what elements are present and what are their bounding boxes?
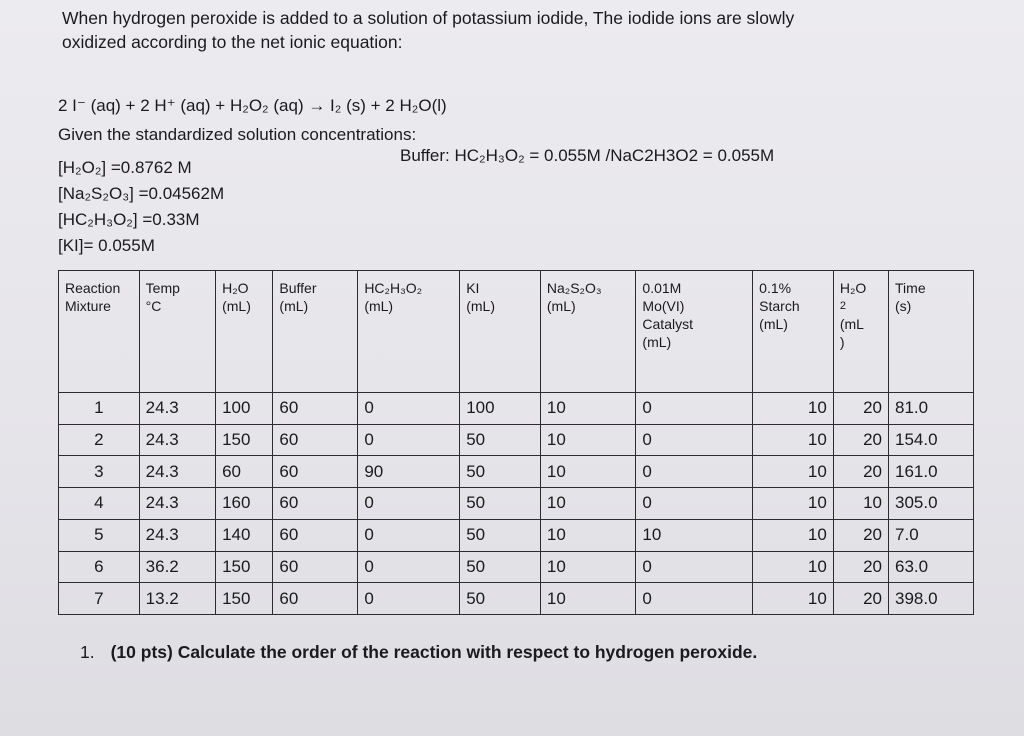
table-row — [59, 456, 974, 488]
header-ki: KI (mL) — [460, 271, 541, 393]
cell-ki: 100 — [460, 393, 541, 425]
cell-ki: 50 — [460, 488, 541, 520]
cell-acetic-acid: 0 — [358, 583, 460, 615]
cell-water-2: 20 — [833, 424, 888, 456]
header-acetic-acid: HC₂H₃O₂ (mL) — [358, 271, 460, 393]
cell-water-2: 20 — [833, 393, 888, 425]
header-temp: Temp °C — [139, 271, 215, 393]
concentration-ki: [KI]= 0.055M — [58, 236, 155, 255]
table-header-row — [59, 271, 974, 393]
intro-line-2: oxidized according to the net ionic equation: — [62, 32, 403, 52]
header-catalyst: 0.01M Mo(VI) Catalyst (mL) — [636, 271, 753, 393]
cell-time: 81.0 — [889, 393, 974, 425]
cell-ki: 50 — [460, 424, 541, 456]
header-water-2: H₂O 2 (mL ) — [833, 271, 888, 393]
cell-starch: 10 — [753, 424, 834, 456]
concentration-acetic-acid: [HC₂H₃O₂] =0.33M — [58, 210, 200, 229]
cell-buffer: 60 — [273, 456, 358, 488]
cell-thiosulfate: 10 — [540, 393, 636, 425]
cell-time: 398.0 — [889, 583, 974, 615]
cell-acetic-acid: 0 — [358, 488, 460, 520]
cell-ki: 50 — [460, 519, 541, 551]
cell-mixture: 3 — [59, 456, 140, 488]
cell-catalyst: 0 — [636, 488, 753, 520]
cell-mixture: 6 — [59, 551, 140, 583]
cell-water: 150 — [216, 583, 273, 615]
cell-temp: 13.2 — [139, 583, 215, 615]
cell-ki: 50 — [460, 583, 541, 615]
cell-water: 100 — [216, 393, 273, 425]
table-row — [59, 583, 974, 615]
cell-catalyst: 10 — [636, 519, 753, 551]
cell-water-2: 10 — [833, 488, 888, 520]
cell-mixture: 7 — [59, 583, 140, 615]
cell-buffer: 60 — [273, 519, 358, 551]
cell-buffer: 60 — [273, 424, 358, 456]
net-ionic-equation: 2 I⁻ (aq) + 2 H⁺ (aq) + H₂O₂ (aq) → I₂ (s) + 2 H₂O(l) — [58, 96, 447, 115]
header-buffer: Buffer (mL) — [273, 271, 358, 393]
cell-water: 150 — [216, 551, 273, 583]
cell-ki: 50 — [460, 456, 541, 488]
cell-time: 305.0 — [889, 488, 974, 520]
cell-ki: 50 — [460, 551, 541, 583]
cell-acetic-acid: 0 — [358, 424, 460, 456]
cell-temp: 24.3 — [139, 393, 215, 425]
cell-buffer: 60 — [273, 393, 358, 425]
cell-catalyst: 0 — [636, 551, 753, 583]
table-row — [59, 551, 974, 583]
cell-starch: 10 — [753, 393, 834, 425]
cell-thiosulfate: 10 — [540, 488, 636, 520]
table-body — [59, 393, 974, 615]
cell-buffer: 60 — [273, 583, 358, 615]
question-number: 1. — [80, 642, 95, 662]
cell-thiosulfate: 10 — [540, 551, 636, 583]
cell-thiosulfate: 10 — [540, 424, 636, 456]
header-thiosulfate: Na₂S₂O₃ (mL) — [540, 271, 636, 393]
cell-water-2: 20 — [833, 583, 888, 615]
cell-temp: 24.3 — [139, 488, 215, 520]
concentration-na2s2o3: [Na₂S₂O₃] =0.04562M — [58, 184, 225, 203]
cell-water: 140 — [216, 519, 273, 551]
cell-water: 160 — [216, 488, 273, 520]
cell-time: 7.0 — [889, 519, 974, 551]
cell-catalyst: 0 — [636, 393, 753, 425]
buffer-concentration: Buffer: HC₂H₃O₂ = 0.055M /NaC2H3O2 = 0.055M — [400, 146, 775, 165]
cell-temp: 24.3 — [139, 456, 215, 488]
cell-water: 150 — [216, 424, 273, 456]
reaction-data-table — [58, 270, 974, 615]
question-text: (10 pts) Calculate the order of the reaction with respect to hydrogen peroxide. — [110, 642, 758, 662]
cell-buffer: 60 — [273, 488, 358, 520]
cell-acetic-acid: 90 — [358, 456, 460, 488]
cell-mixture: 5 — [59, 519, 140, 551]
cell-catalyst: 0 — [636, 424, 753, 456]
cell-acetic-acid: 0 — [358, 519, 460, 551]
cell-catalyst: 0 — [636, 583, 753, 615]
cell-buffer: 60 — [273, 551, 358, 583]
cell-temp: 24.3 — [139, 424, 215, 456]
cell-acetic-acid: 0 — [358, 551, 460, 583]
cell-water-2: 20 — [833, 456, 888, 488]
cell-water: 60 — [216, 456, 273, 488]
cell-time: 154.0 — [889, 424, 974, 456]
cell-temp: 24.3 — [139, 519, 215, 551]
cell-starch: 10 — [753, 488, 834, 520]
table-row — [59, 519, 974, 551]
cell-time: 63.0 — [889, 551, 974, 583]
cell-starch: 10 — [753, 519, 834, 551]
table-row — [59, 393, 974, 425]
header-time: Time (s) — [889, 271, 974, 393]
cell-thiosulfate: 10 — [540, 583, 636, 615]
header-starch: 0.1% Starch (mL) — [753, 271, 834, 393]
cell-water-2: 20 — [833, 519, 888, 551]
cell-mixture: 2 — [59, 424, 140, 456]
cell-catalyst: 0 — [636, 456, 753, 488]
intro-paragraph — [62, 6, 962, 54]
cell-thiosulfate: 10 — [540, 456, 636, 488]
given-label: Given the standardized solution concentrations: — [58, 125, 417, 144]
header-water: H₂O (mL) — [216, 271, 273, 393]
cell-starch: 10 — [753, 583, 834, 615]
table-row — [59, 424, 974, 456]
cell-starch: 10 — [753, 551, 834, 583]
cell-temp: 36.2 — [139, 551, 215, 583]
concentration-h2o2: [H₂O₂] =0.8762 M — [58, 158, 192, 177]
intro-line-1: When hydrogen peroxide is added to a solution of potassium iodide, The iodide ions are slowly — [62, 8, 795, 28]
cell-thiosulfate: 10 — [540, 519, 636, 551]
concentration-list — [58, 155, 224, 259]
cell-mixture: 4 — [59, 488, 140, 520]
cell-acetic-acid: 0 — [358, 393, 460, 425]
table-row — [59, 488, 974, 520]
cell-water-2: 20 — [833, 551, 888, 583]
cell-mixture: 1 — [59, 393, 140, 425]
cell-time: 161.0 — [889, 456, 974, 488]
cell-starch: 10 — [753, 456, 834, 488]
header-reaction-mixture: Reaction Mixture — [59, 271, 140, 393]
question-1 — [80, 642, 757, 663]
